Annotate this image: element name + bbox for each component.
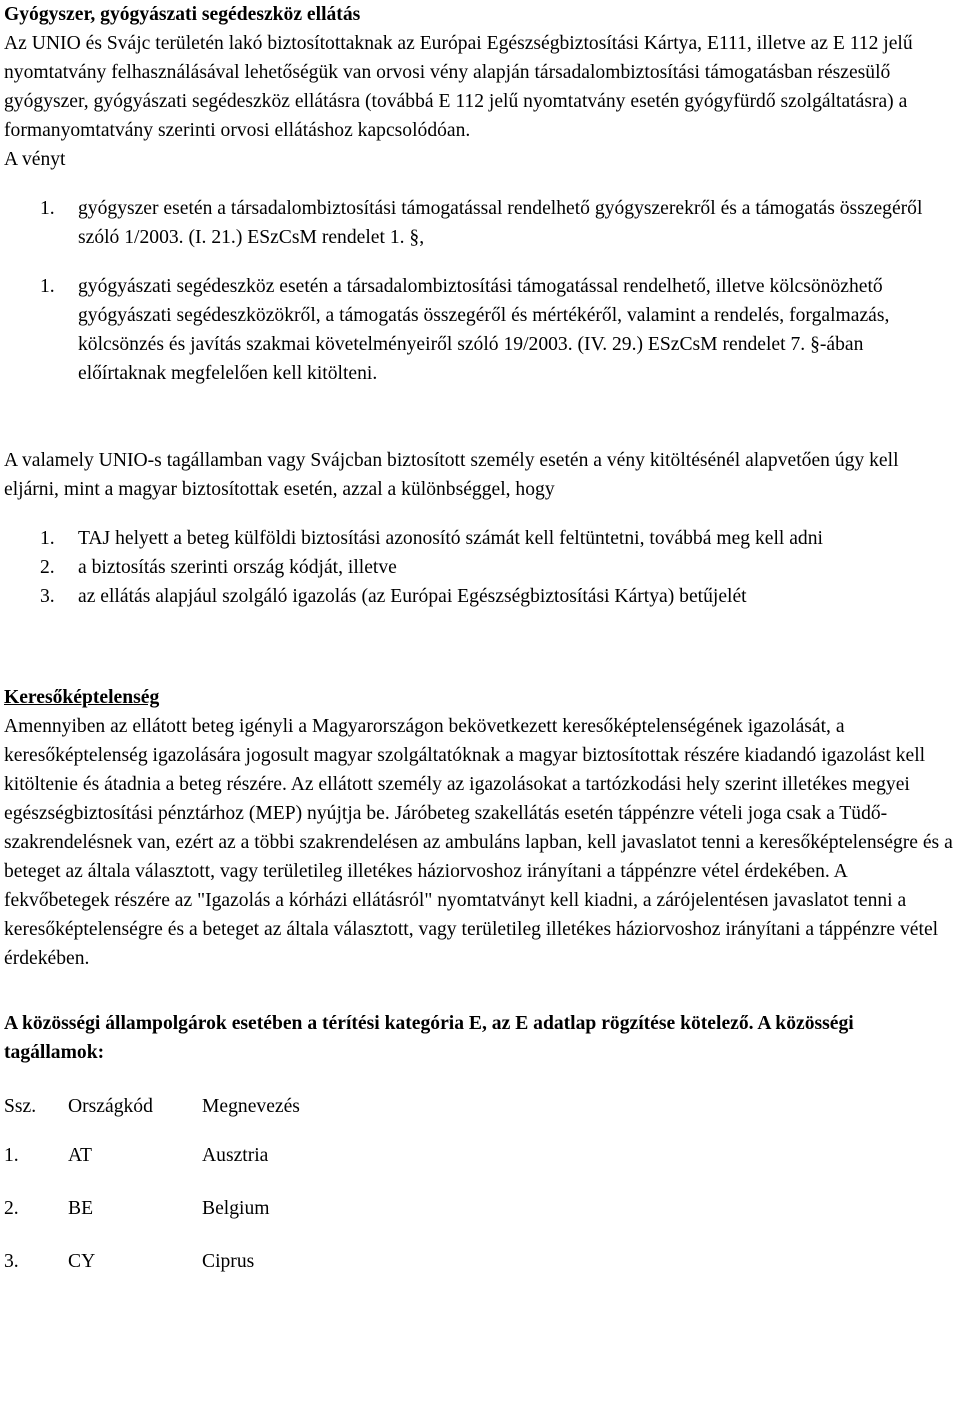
document-page xyxy=(4,0,956,1288)
table-cell: Ciprus xyxy=(202,1251,255,1272)
list-item-number: 2. xyxy=(40,557,55,578)
table-cell: 3. xyxy=(4,1251,19,1272)
table-cell: 2. xyxy=(4,1198,19,1219)
section-heading-keresokeptelenseg: Keresőképtelenség xyxy=(4,687,160,708)
table-header-cell: Ssz. xyxy=(4,1095,37,1117)
intro-paragraph: Az UNIO és Svájc területén lakó biztosítottaknak az Európai Egészségbiztosítási Kártya, E111, illetve az E 112 jelű nyomtatvány felhasználásával lehetőségük van orvosi vény alapján társadalombiztosítási támogatásban részesülő gyógyszer, gyógyászati segédeszköz ellátásra (továbbá E 112 jelű nyomtatvány esetén gyógyfürdő szolgáltatásra) a formanyomtatvány szerinti orvosi ellátáshoz kapcsolódóan. xyxy=(4,33,913,141)
country-table xyxy=(4,1083,300,1288)
table-cell: AT xyxy=(68,1145,92,1166)
list-item-number: 1. xyxy=(40,528,55,549)
page-title: Gyógyszer, gyógyászati segédeszköz ellátás xyxy=(4,4,361,25)
table-cell: CY xyxy=(68,1251,96,1272)
unio-list xyxy=(4,524,956,611)
list-item xyxy=(4,194,956,252)
list-item xyxy=(4,272,956,388)
table-header-cell: Megnevezés xyxy=(202,1095,300,1117)
table-row xyxy=(4,1235,300,1288)
list-item-text: gyógyászati segédeszköz esetén a társadalombiztosítási támogatással rendelhető, illetve kölcsönözhető gyógyászati segédeszközökről, a támogatás összegéről és mértékéről, valamint a rendelés, forgalmazás, kölcsönzés és javítás szakmai követelményeiről szóló 19/2003. (IV. 29.) ESzCsM rendelet 7. §-ában előírtaknak megfelelően kell kitölteni. xyxy=(78,276,890,384)
veny-list xyxy=(4,194,956,388)
list-item-text: az ellátás alapjául szolgáló igazolás (az Európai Egészségbiztosítási Kártya) betűjelét xyxy=(78,586,747,607)
table-header-row xyxy=(4,1083,300,1129)
unio-paragraph: A valamely UNIO-s tagállamban vagy Svájcban biztosított személy esetén a vény kitöltésénél alapvetően úgy kell eljárni, mint a magyar biztosítottak esetén, azzal a különbséggel, hogy xyxy=(4,450,899,500)
list-item xyxy=(4,582,956,611)
table-row xyxy=(4,1129,300,1182)
list-item xyxy=(4,553,956,582)
table-cell: BE xyxy=(68,1198,94,1219)
list-item-text: a biztosítás szerinti ország kódját, illetve xyxy=(78,557,397,578)
list-item xyxy=(4,524,956,553)
table-header-cell: Országkód xyxy=(68,1095,153,1117)
table-row xyxy=(4,1182,300,1235)
table-cell: Ausztria xyxy=(202,1145,269,1166)
list-item-number: 3. xyxy=(40,586,55,607)
table-cell: Belgium xyxy=(202,1198,270,1219)
list-item-text: gyógyszer esetén a társadalombiztosítási támogatással rendelhető gyógyszerekről és a támogatás összegéről szóló 1/2003. (I. 21.) ESzCsM rendelet 1. §, xyxy=(78,198,923,248)
kozossegi-statement: A közösségi állampolgárok esetében a térítési kategória E, az E adatlap rögzítése kötelező. A közösségi tagállamok: xyxy=(4,1013,854,1063)
keresokeptelenseg-paragraph: Amennyiben az ellátott beteg igényli a Magyarországon bekövetkezett keresőképtelenségének igazolását, a keresőképtelenség igazolására jogosult magyar szolgáltatóknak a magyar biztosítottak részére kiadandó igazolást kell kitöltenie és átadnia a beteg részére. Az ellátott személy az igazolásokat a tartózkodási hely szerint illetékes megyei egészségbiztosítási pénztárhoz (MEP) nyújtja be. Járóbeteg szakellátás esetén táppénzre vételi joga csak a Tüdő-szakrendelésnek van, ezért az a többi szakrendelésen az ambuláns lapban, kell javaslatot tenni a keresőképtelenségre és a beteget az általa választott, vagy területileg illetékes háziorvoshoz irányítani a táppénzre vétel érdekében. A fekvőbetegek részére az "Igazolás a kórházi ellátásról" nyomtatványt kell kiadni, a zárójelentésen javaslatot tenni a keresőképtelenségre és a beteget az általa választott, vagy területileg illetékes háziorvoshoz irányítani a táppénzre vétel érdekében. xyxy=(4,716,953,969)
table-cell: 1. xyxy=(4,1145,19,1166)
list-item-text: TAJ helyett a beteg külföldi biztosítási azonosító számát kell feltüntetni, továbbá meg kell adni xyxy=(78,528,823,549)
veny-label: A vényt xyxy=(4,149,66,170)
list-item-number: 1. xyxy=(40,198,55,219)
list-item-number: 1. xyxy=(40,276,55,297)
